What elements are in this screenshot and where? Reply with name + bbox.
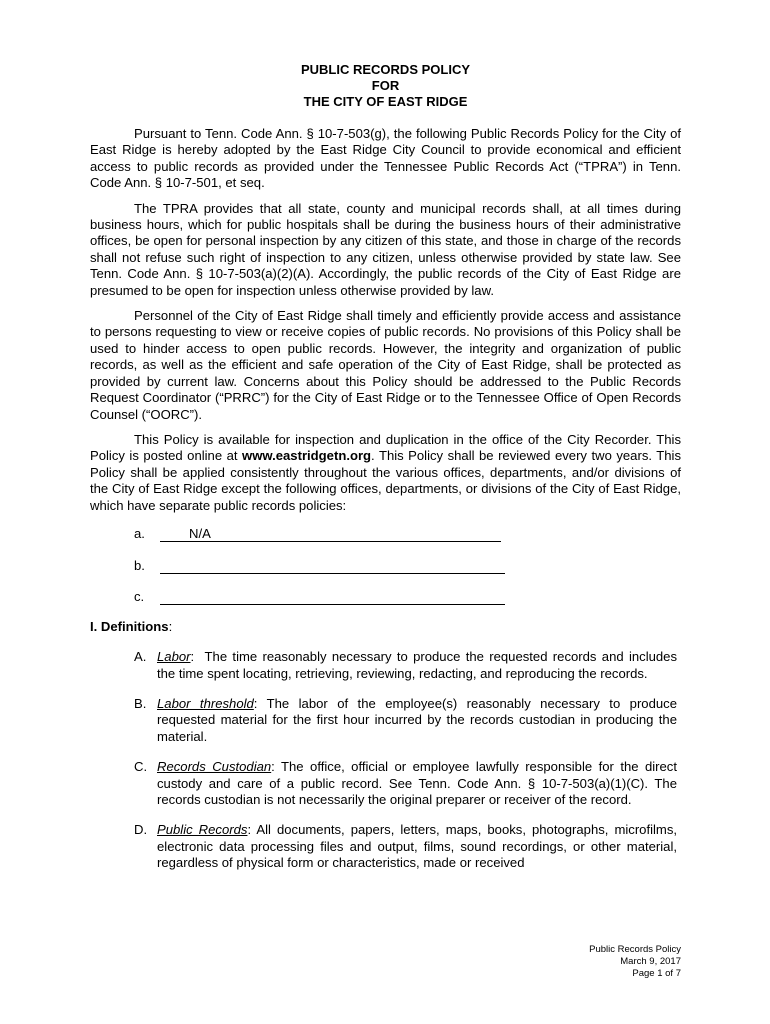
section-heading-text: I. Definitions [90, 618, 169, 634]
definition-term: Records Custodian [157, 759, 272, 775]
website-link[interactable]: www.eastridgetn.org [242, 448, 372, 464]
exception-row [134, 558, 681, 574]
title-line-1: PUBLIC RECORDS POLICY [300, 62, 470, 77]
exception-blank-line [160, 558, 505, 574]
definition-item [90, 759, 681, 808]
exception-row [134, 526, 681, 542]
definition-item [90, 649, 681, 682]
definition-term: Labor threshold [157, 695, 254, 711]
exceptions-list [134, 526, 681, 605]
footer-date: March 9, 2017 [620, 956, 681, 967]
document-body [90, 62, 681, 886]
definition-letter: D. [134, 822, 148, 838]
exception-label: b. [134, 557, 145, 573]
availability-text-after: . This Policy shall be reviewed every two years. This Policy shall be applied consistently throughout the various offices, departments, and/or divisions of the City of East Ridge except the following offices, departments, or divisions of the City of East Ridge, which have separate public records policies: [90, 448, 681, 513]
definition-term: Public Records [157, 822, 248, 838]
definition-sep: : [190, 649, 205, 665]
exception-blank-line [160, 526, 501, 542]
definition-text: The time reasonably necessary to produce the requested records and includes the time spent locating, retrieving, reviewing, redacting, and reproducing the records. [157, 649, 677, 681]
exception-row [134, 589, 681, 605]
section-heading-definitions [90, 619, 681, 635]
availability-text-before: This Policy is available for inspection and duplication in the office of the City Recorder. This Policy is posted online at [90, 431, 681, 464]
definition-text: The labor of the employee(s) reasonably necessary to produce requested material for the first hour incurred by the records custodian in producing the material. [157, 695, 677, 744]
paragraph-adoption: Pursuant to Tenn. Code Ann. § 10-7-503(g), the following Public Records Policy for the City of East Ridge is hereby adopted by the East Ridge City Council to provide economical and efficient access to public records as provided under the Tennessee Public Records Act (“TPRA”) in Tenn. Code Ann. § 10-7-501, et seq. [90, 126, 681, 191]
paragraph-availability [90, 432, 681, 514]
definition-text: All documents, papers, letters, maps, books, photographs, microfilms, electronic data processing files and output, films, sound recordings, or other material, regardless of physical form or characteristics, made or received [157, 822, 678, 871]
paragraph-tpra: The TPRA provides that all state, county and municipal records shall, at all times during business hours, which for public hospitals shall be during the business hours of their administrative offices, be open for personal inspection by any citizen of this state, and those in charge of the records shall not refuse such right of inspection to any citizen, unless otherwise provided by state law. See Tenn. Code Ann. § 10-7-503(a)(2)(A). Accordingly, the public records of the City of East Ridge are presumed to be open for inspection unless otherwise provided by law. [90, 200, 681, 298]
definition-body [157, 649, 677, 682]
definition-body [157, 696, 677, 745]
definition-text: The office, official or employee lawfully responsible for the direct custody and care of a public record. See Tenn. Code Ann. § 10-7-503(a)(1)(C). The records custodian is not necessarily the original preparer or receiver of the record. [157, 759, 677, 807]
definition-body [157, 759, 677, 808]
definition-term: Labor [157, 649, 191, 665]
title-line-3: THE CITY OF EAST RIDGE [303, 94, 468, 109]
paragraph-personnel: Personnel of the City of East Ridge shall timely and efficiently provide access and assistance to persons requesting to view or receive copies of public records. No provisions of this Policy shall be used to hinder access to open public records. However, the integrity and organization of public records, as well as the efficient and safe operation of the City of East Ridge, shall be protected as provided by current law. Concerns about this Policy should be addressed to the Public Records Request Coordinator (“PRRC”) for the City of East Ridge or to the Tennessee Office of Open Records Counsel (“OORC”). [90, 308, 681, 422]
definition-item [90, 822, 681, 871]
section-heading-colon: : [168, 618, 173, 634]
definition-item [90, 696, 681, 745]
definition-letter: C. [134, 759, 148, 775]
exception-label: a. [134, 525, 145, 541]
exception-value: N/A [189, 525, 211, 541]
definition-sep: : [247, 822, 257, 838]
exception-blank-line [160, 589, 505, 605]
exception-label: c. [134, 589, 145, 605]
definition-letter: A. [134, 649, 147, 665]
definition-body [157, 822, 677, 871]
definition-letter: B. [134, 695, 147, 711]
definition-sep: : [253, 695, 267, 711]
page-footer [589, 944, 681, 980]
definitions-list [90, 649, 681, 871]
footer-title: Public Records Policy [589, 944, 681, 955]
document-title [90, 62, 681, 110]
definition-sep: : [271, 759, 282, 775]
title-line-2: FOR [371, 78, 400, 93]
footer-page-number: Page 1 of 7 [632, 968, 681, 979]
